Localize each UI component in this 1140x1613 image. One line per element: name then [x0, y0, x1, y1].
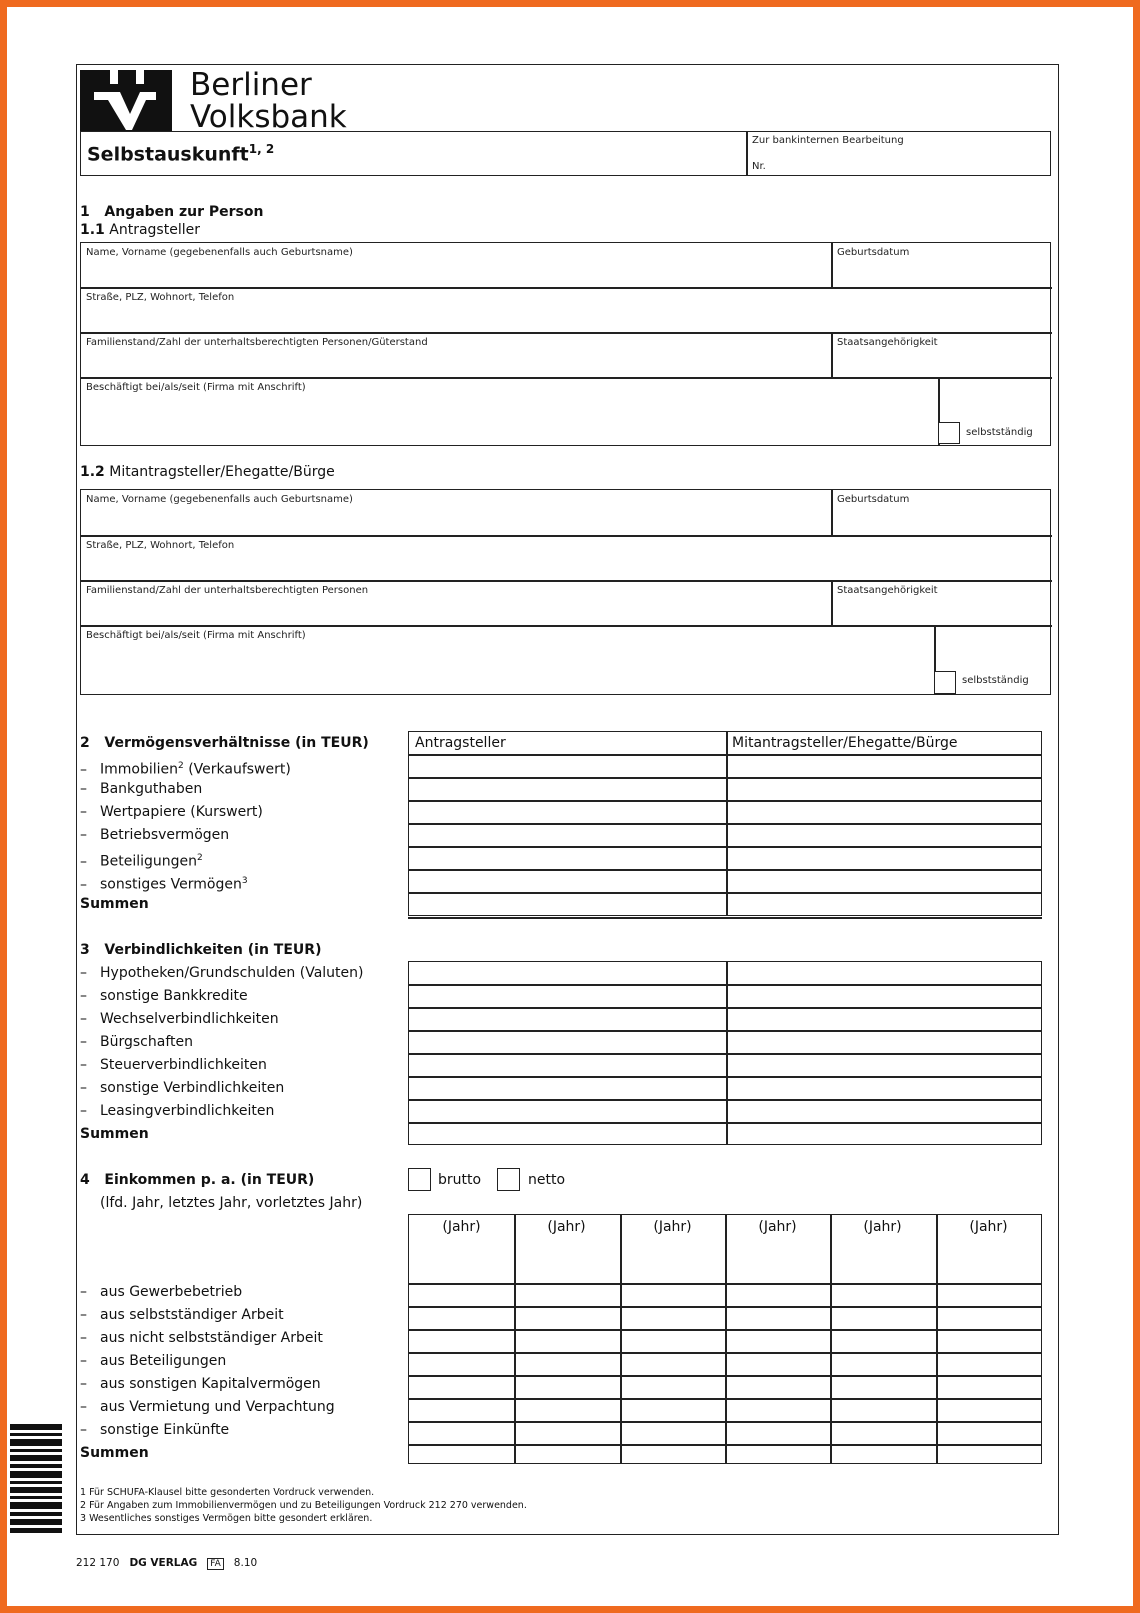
- liabilities-coapplicant-cell[interactable]: [728, 1008, 1040, 1029]
- year-header[interactable]: (Jahr): [863, 1219, 902, 1235]
- imprint-date: 8.10: [233, 1557, 258, 1569]
- income-cell[interactable]: [411, 1331, 512, 1351]
- income-cell[interactable]: [832, 1308, 933, 1328]
- income-cell[interactable]: [938, 1423, 1039, 1443]
- income-cell[interactable]: [832, 1285, 933, 1305]
- income-item: [80, 1306, 284, 1324]
- dash: –: [80, 804, 87, 820]
- dash: –: [80, 1307, 87, 1323]
- liabilities-coapplicant-cell[interactable]: [728, 962, 1040, 983]
- applicant-name-field[interactable]: Name, Vorname (gegebenenfalls auch Geburtsname): [86, 247, 353, 258]
- bank-internal-label: Zur bankinternen Bearbeitung: [752, 135, 904, 146]
- divider: [831, 490, 833, 535]
- income-item-label: sonstige Einkünfte: [100, 1422, 230, 1438]
- page-title: [87, 142, 274, 165]
- coapplicant-selfemployed-checkbox[interactable]: [934, 671, 956, 694]
- bank-logo: [80, 67, 360, 135]
- liability-item: [80, 1102, 274, 1120]
- income-item: [80, 1329, 323, 1347]
- liabilities-applicant-cell[interactable]: [409, 1054, 725, 1075]
- liabilities-applicant-cell[interactable]: [409, 1008, 725, 1029]
- imprint-badge: FA: [207, 1558, 224, 1570]
- title-text: Selbstauskunft: [87, 143, 249, 166]
- asset-item-label: Wertpapiere (Kurswert): [100, 804, 263, 820]
- footnote-3: 3 Wesentliches sonstiges Vermögen bitte gesondert erklären.: [80, 1513, 373, 1524]
- section4-num: 4: [80, 1172, 90, 1188]
- applicant-address-field[interactable]: Straße, PLZ, Wohnort, Telefon: [86, 292, 235, 303]
- asset-item-label: sonstiges Vermögen: [100, 876, 242, 893]
- income-cell[interactable]: [727, 1354, 828, 1374]
- divider: [81, 535, 1052, 537]
- barcode-icon: [10, 1424, 62, 1536]
- dash: –: [80, 853, 87, 870]
- asset-item-label: Immobilien: [100, 761, 179, 778]
- assets-coapplicant-cell[interactable]: [728, 893, 1040, 914]
- assets-applicant-cell[interactable]: [409, 778, 725, 799]
- coapplicant-birth-field[interactable]: Geburtsdatum: [837, 494, 910, 505]
- liabilities-table: [408, 961, 1042, 1145]
- income-item-label: aus Vermietung und Verpachtung: [100, 1399, 335, 1415]
- liability-item-label: Wechselverbindlichkeiten: [100, 1011, 279, 1027]
- income-cell[interactable]: [727, 1331, 828, 1351]
- divider: [81, 377, 1052, 379]
- title-box: [80, 131, 748, 176]
- liability-item-label: Bürgschaften: [100, 1034, 193, 1050]
- bank-internal-box[interactable]: [746, 131, 1051, 176]
- form-page: [76, 64, 1059, 1535]
- assets-col1-header: Antragsteller: [415, 735, 506, 751]
- dash: –: [80, 1399, 87, 1415]
- asset-item: [80, 872, 248, 894]
- liability-item: [80, 1079, 284, 1097]
- applicant-employed-field[interactable]: Beschäftigt bei/als/seit (Firma mit Anschrift): [86, 382, 306, 393]
- income-cell[interactable]: [938, 1308, 1039, 1328]
- asset-item-sup: 2: [197, 853, 203, 863]
- applicant-selfemployed-label: selbstständig: [966, 427, 1033, 438]
- income-cell[interactable]: [622, 1377, 723, 1397]
- year-header[interactable]: (Jahr): [969, 1219, 1008, 1235]
- income-cell[interactable]: [727, 1285, 828, 1305]
- coapplicant-family-field[interactable]: Familienstand/Zahl der unterhaltsberechtigten Personen: [86, 585, 369, 596]
- divider: [831, 332, 833, 377]
- dash: –: [80, 1034, 87, 1050]
- dash: –: [80, 827, 87, 843]
- income-cell[interactable]: [938, 1285, 1039, 1305]
- income-item: [80, 1352, 226, 1370]
- income-cell[interactable]: [516, 1377, 617, 1397]
- income-cell[interactable]: [938, 1446, 1039, 1466]
- income-cell[interactable]: [832, 1400, 933, 1420]
- section2-heading: [80, 734, 369, 752]
- brand-line1: Berliner: [190, 67, 312, 103]
- income-cell[interactable]: [622, 1354, 723, 1374]
- section2-num: 2: [80, 735, 90, 751]
- income-cell[interactable]: [832, 1331, 933, 1351]
- section1-1-heading: [80, 221, 200, 239]
- year-header[interactable]: (Jahr): [442, 1219, 481, 1235]
- income-item: [80, 1398, 335, 1416]
- income-cell[interactable]: [727, 1446, 828, 1466]
- liabilities-coapplicant-cell[interactable]: [728, 985, 1040, 1006]
- liabilities-applicant-cell[interactable]: [409, 1100, 725, 1121]
- imprint: [76, 1557, 257, 1569]
- dash: –: [80, 1330, 87, 1346]
- asset-item-label: Beteiligungen: [100, 853, 197, 870]
- income-item: [80, 1283, 242, 1301]
- divider: [81, 287, 1052, 289]
- asset-item-label: Bankguthaben: [100, 781, 203, 797]
- assets-applicant-cell[interactable]: [409, 824, 725, 845]
- dash: –: [80, 1011, 87, 1027]
- section1-title: Angaben zur Person: [104, 204, 264, 220]
- section3-title: Verbindlichkeiten (in TEUR): [104, 942, 322, 958]
- asset-item: [80, 780, 202, 798]
- income-cell[interactable]: [938, 1400, 1039, 1420]
- income-item-label: aus Gewerbebetrieb: [100, 1284, 243, 1300]
- applicant-family-field[interactable]: Familienstand/Zahl der unterhaltsberechtigten Personen/Güterstand: [86, 337, 428, 348]
- liability-item: [80, 1033, 193, 1051]
- dash: –: [80, 1353, 87, 1369]
- income-item-label: aus nicht selbstständiger Arbeit: [100, 1330, 323, 1346]
- brutto-label: brutto: [438, 1172, 482, 1188]
- income-cell[interactable]: [938, 1354, 1039, 1374]
- dash: –: [80, 1103, 87, 1119]
- income-cell[interactable]: [516, 1285, 617, 1305]
- netto-label: netto: [528, 1172, 566, 1188]
- dash: –: [80, 1080, 87, 1096]
- liabilities-coapplicant-cell[interactable]: [728, 1054, 1040, 1075]
- assets-coapplicant-cell[interactable]: [728, 801, 1040, 822]
- liabilities-applicant-cell[interactable]: [409, 1077, 725, 1098]
- sub2-num: 1.2: [80, 464, 105, 480]
- income-cell[interactable]: [832, 1377, 933, 1397]
- dash: –: [80, 1376, 87, 1392]
- dash: –: [80, 876, 87, 893]
- income-cell[interactable]: [516, 1308, 617, 1328]
- assets-applicant-cell[interactable]: [409, 755, 725, 776]
- income-cell[interactable]: [938, 1331, 1039, 1351]
- imprint-code: 212 170: [76, 1557, 120, 1569]
- income-cell[interactable]: [727, 1308, 828, 1328]
- income-cell[interactable]: [411, 1446, 512, 1466]
- sub1-num: 1.1: [80, 222, 105, 238]
- section1-heading: [80, 203, 263, 221]
- liability-item: [80, 1010, 279, 1028]
- income-item-label: aus Beteiligungen: [100, 1353, 227, 1369]
- income-cell[interactable]: [938, 1377, 1039, 1397]
- assets-table: [408, 731, 1042, 916]
- year-header[interactable]: (Jahr): [547, 1219, 586, 1235]
- netto-checkbox[interactable]: [497, 1168, 520, 1191]
- section3-num: 3: [80, 942, 90, 958]
- dash: –: [80, 761, 87, 778]
- dash: –: [80, 781, 87, 797]
- asset-item: [80, 757, 291, 779]
- income-cell[interactable]: [622, 1331, 723, 1351]
- income-cell[interactable]: [832, 1354, 933, 1374]
- assets-coapplicant-cell[interactable]: [728, 870, 1040, 891]
- liabilities-applicant-cell[interactable]: [409, 1123, 725, 1144]
- income-item: [80, 1375, 321, 1393]
- income-cell[interactable]: [622, 1423, 723, 1443]
- income-cell[interactable]: [411, 1377, 512, 1397]
- income-cell[interactable]: [727, 1400, 828, 1420]
- income-cell[interactable]: [516, 1446, 617, 1466]
- asset-item-label: Betriebsvermögen: [100, 827, 230, 843]
- applicant-table: [80, 242, 1051, 446]
- footnotes: [80, 1486, 527, 1525]
- assets-coapplicant-cell[interactable]: [728, 847, 1040, 868]
- sub1-title: Antragsteller: [109, 222, 200, 238]
- assets-coapplicant-cell[interactable]: [728, 824, 1040, 845]
- assets-coapplicant-cell[interactable]: [728, 755, 1040, 776]
- section4-title: Einkommen p. a. (in TEUR): [104, 1172, 315, 1188]
- asset-item: [80, 803, 263, 821]
- assets-applicant-cell[interactable]: [409, 870, 725, 891]
- dash: –: [80, 1422, 87, 1438]
- divider: [831, 580, 833, 625]
- income-cell[interactable]: [727, 1377, 828, 1397]
- income-cell[interactable]: [516, 1423, 617, 1443]
- liabilities-applicant-cell[interactable]: [409, 962, 725, 983]
- liability-item-label: Leasingverbindlichkeiten: [100, 1103, 275, 1119]
- assets-applicant-cell[interactable]: [409, 893, 725, 914]
- liabilities-applicant-cell[interactable]: [409, 985, 725, 1006]
- liability-item: [80, 1056, 267, 1074]
- income-cell[interactable]: [516, 1331, 617, 1351]
- liability-item-label: sonstige Verbindlichkeiten: [100, 1080, 285, 1096]
- liabilities-coapplicant-cell[interactable]: [728, 1123, 1040, 1144]
- section4-subheading: (lfd. Jahr, letztes Jahr, vorletztes Jahr): [100, 1195, 363, 1211]
- asset-item: [80, 826, 229, 844]
- liability-item-label: Hypotheken/Grundschulden (Valuten): [100, 965, 364, 981]
- section1-num: 1: [80, 204, 90, 220]
- year-header[interactable]: (Jahr): [653, 1219, 692, 1235]
- income-cell[interactable]: [622, 1446, 723, 1466]
- barcode: [10, 1424, 62, 1536]
- brand-line2: Volksbank: [190, 99, 347, 135]
- assets-applicant-cell[interactable]: [409, 847, 725, 868]
- liability-item: [80, 964, 363, 982]
- liability-item: [80, 987, 248, 1005]
- income-cell[interactable]: [832, 1423, 933, 1443]
- income-item: [80, 1421, 229, 1439]
- income-table: [408, 1214, 1042, 1464]
- asset-item-sup: 2: [178, 761, 184, 771]
- assets-applicant-cell[interactable]: [409, 801, 725, 822]
- divider: [81, 332, 1052, 334]
- section3-heading: [80, 941, 321, 959]
- liability-item-label: Steuerverbindlichkeiten: [100, 1057, 267, 1073]
- dash: –: [80, 1057, 87, 1073]
- income-cell[interactable]: [622, 1400, 723, 1420]
- income-item-label: aus selbstständiger Arbeit: [100, 1307, 284, 1323]
- brutto-checkbox[interactable]: [408, 1168, 431, 1191]
- liability-item-label: sonstige Bankkredite: [100, 988, 248, 1004]
- footnote-2: 2 Für Angaben zum Immobilienvermögen und zu Beteiligungen Vordruck 212 270 verwenden.: [80, 1500, 527, 1511]
- assets-coapplicant-cell[interactable]: [728, 778, 1040, 799]
- asset-item: [80, 849, 203, 871]
- assets-double-line: [408, 917, 1042, 919]
- footnote-1: 1 Für SCHUFA-Klausel bitte gesonderten Vordruck verwenden.: [80, 1487, 375, 1498]
- income-cell[interactable]: [411, 1423, 512, 1443]
- imprint-publisher: DG VERLAG: [129, 1557, 198, 1569]
- income-item-label: aus sonstigen Kapitalvermögen: [100, 1376, 321, 1392]
- income-cell[interactable]: [411, 1308, 512, 1328]
- coapplicant-selfemployed-label: selbstständig: [962, 675, 1029, 686]
- section4-heading: [80, 1171, 314, 1189]
- divider: [831, 243, 833, 287]
- applicant-birth-field[interactable]: Geburtsdatum: [837, 247, 910, 258]
- dash: –: [80, 988, 87, 1004]
- income-cell[interactable]: [832, 1446, 933, 1466]
- income-cell[interactable]: [622, 1285, 723, 1305]
- income-cell[interactable]: [516, 1400, 617, 1420]
- divider: [81, 580, 1052, 582]
- income-cell[interactable]: [516, 1354, 617, 1374]
- divider: [81, 625, 1052, 627]
- asset-item-sup: 3: [241, 876, 248, 886]
- liabilities-coapplicant-cell[interactable]: [728, 1100, 1040, 1121]
- liabilities-coapplicant-cell[interactable]: [728, 1077, 1040, 1098]
- liabilities-applicant-cell[interactable]: [409, 1031, 725, 1052]
- dash: –: [80, 965, 87, 981]
- income-cell[interactable]: [411, 1354, 512, 1374]
- income-cell[interactable]: [727, 1423, 828, 1443]
- applicant-nationality-field[interactable]: Staatsangehörigkeit: [837, 337, 938, 348]
- coapplicant-nationality-field[interactable]: Staatsangehörigkeit: [837, 585, 938, 596]
- asset-item-rest: (Verkaufswert): [183, 761, 291, 778]
- income-cell[interactable]: [411, 1400, 512, 1420]
- income-cell[interactable]: [411, 1285, 512, 1305]
- bank-internal-nr: Nr.: [752, 161, 766, 172]
- title-sup: 1, 2: [248, 142, 275, 156]
- applicant-selfemployed-checkbox[interactable]: [938, 422, 960, 444]
- volksbank-logo-icon: [80, 70, 172, 132]
- sub2-title: Mitantragsteller/Ehegatte/Bürge: [109, 464, 335, 480]
- year-header[interactable]: (Jahr): [758, 1219, 797, 1235]
- section2-title: Vermögensverhältnisse (in TEUR): [104, 735, 369, 751]
- section3-sum-label: Summen: [80, 1126, 149, 1142]
- income-cell[interactable]: [622, 1308, 723, 1328]
- coapplicant-address-field[interactable]: Straße, PLZ, Wohnort, Telefon: [86, 540, 235, 551]
- coapplicant-table: [80, 489, 1051, 695]
- section2-sum-label: Summen: [80, 896, 149, 912]
- section4-sum-label: Summen: [80, 1445, 149, 1461]
- assets-col2-header: Mitantragsteller/Ehegatte/Bürge: [732, 735, 958, 751]
- section1-2-heading: [80, 463, 335, 481]
- liabilities-coapplicant-cell[interactable]: [728, 1031, 1040, 1052]
- coapplicant-name-field[interactable]: Name, Vorname (gegebenenfalls auch Geburtsname): [86, 494, 353, 505]
- coapplicant-employed-field[interactable]: Beschäftigt bei/als/seit (Firma mit Anschrift): [86, 630, 306, 641]
- dash: –: [80, 1284, 87, 1300]
